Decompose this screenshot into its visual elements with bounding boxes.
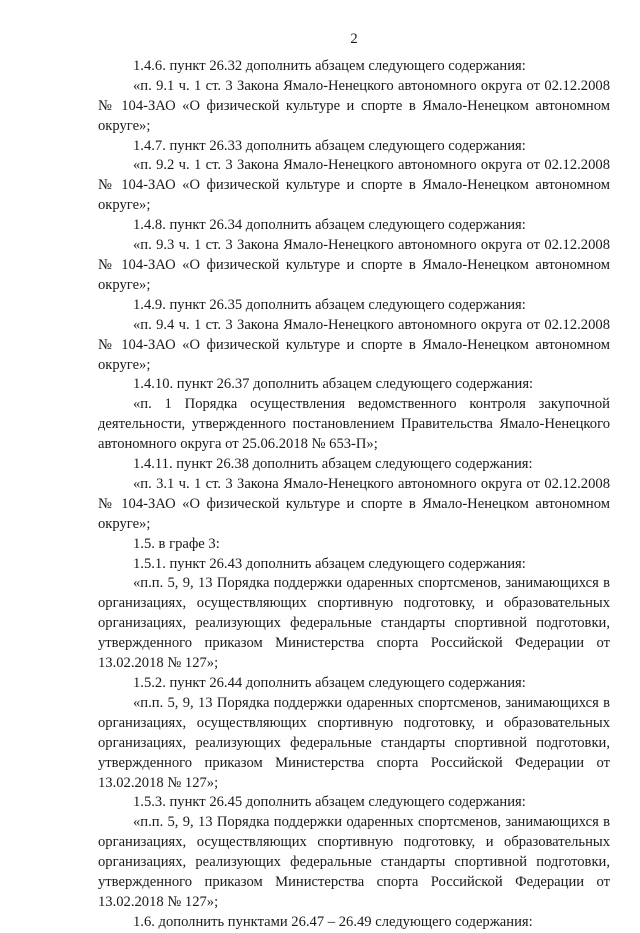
paragraph-quote-9-4: «п. 9.4 ч. 1 ст. 3 Закона Ямало-Ненецкого автономного округа от 02.12.2008 № 104-ЗАО «О физической культуре и спорте в Ямало-Ненецком автономном округе»; [98,316,610,373]
paragraph-quote-9-2: «п. 9.2 ч. 1 ст. 3 Закона Ямало-Ненецкого автономного округа от 02.12.2008 № 104-ЗАО «О физической культуре и спорте в Ямало-Ненецком автономном округе»; [98,157,610,214]
paragraph-1-5-2: 1.5.2. пункт 26.44 дополнить абзацем следующего содержания: [133,675,526,691]
paragraph-1-4-9: 1.4.9. пункт 26.35 дополнить абзацем следующего содержания: [133,296,526,313]
paragraph-1-6: 1.6. дополнить пунктами 26.47 – 26.49 следующего содержания: [133,913,533,930]
paragraph-quote-athletes-1: «п.п. 5, 9, 13 Порядка поддержки одаренных спортсменов, занимающихся в организациях, осуществляющих спортивную подготовку, и образовательных организациях, реализующих федеральные стандарты спортивной подготовки, утвержденного приказом Министерства спорта Российской Федерации от 13.02.2018 № 127»; [98,575,610,672]
paragraph-1-4-6: 1.4.6. пункт 26.32 дополнить абзацем следующего содержания: [133,57,526,74]
paragraph-1-5-1: 1.5.1. пункт 26.43 дополнить абзацем следующего содержания: [133,555,526,572]
paragraph-1-4-10: 1.4.10. пункт 26.37 дополнить абзацем следующего содержания: [133,376,534,393]
paragraph-quote-3-1: «п. 3.1 ч. 1 ст. 3 Закона Ямало-Ненецкого автономного округа от 02.12.2008 № 104-ЗАО «О физической культуре и спорте в Ямало-Ненецком автономном округе»; [98,475,610,532]
paragraph-1-4-8: 1.4.8. пункт 26.34 дополнить абзацем следующего содержания: [133,217,526,234]
page-number: 2 [350,31,358,47]
paragraph-1-5-3: 1.5.3. пункт 26.45 дополнить абзацем следующего содержания: [133,794,526,811]
paragraph-quote-9-3: «п. 9.3 ч. 1 ст. 3 Закона Ямало-Ненецкого автономного округа от 02.12.2008 № 104-ЗАО «О физической культуре и спорте в Ямало-Ненецком автономном округе»; [98,237,610,293]
paragraph-quote-9-1: «п. 9.1 ч. 1 ст. 3 Закона Ямало-Ненецкого автономного округа от 02.12.2008 № 104-ЗАО «О физической культуре и спорте в Ямало-Ненецком автономном округе»; [98,77,610,134]
paragraph-quote-athletes-3: «п.п. 5, 9, 13 Порядка поддержки одаренных спортсменов, занимающихся в организациях, осуществляющих спортивную подготовку, и образовательных организациях, реализующих федеральные стандарты спортивной подготовки, утвержденного приказом Министерства спорта Российской Федерации от 13.02.2018 № 127»; [98,814,610,910]
paragraph-1-4-7: 1.4.7. пункт 26.33 дополнить абзацем следующего содержания: [133,137,526,154]
paragraph-quote-procurement-control: «п. 1 Порядка осуществления ведомственного контроля закупочной деятельности, утвержденного постановлением Правительства Ямало-Ненецкого автономного округа от 25.06.2018 № 653-П»; [98,396,610,453]
paragraph-1-4-11: 1.4.11. пункт 26.38 дополнить абзацем следующего содержания: [133,456,533,473]
paragraph-1-5: 1.5. в графе 3: [133,535,220,552]
paragraph-quote-athletes-2: «п.п. 5, 9, 13 Порядка поддержки одаренных спортсменов, занимающихся в организациях, осуществляющих спортивную подготовку, и образовательных организациях, реализующих федеральные стандарты спортивной подготовки, утвержденного приказом Министерства спорта Российской Федерации от 13.02.2018 № 127»; [98,694,610,791]
document-page [98,30,610,933]
